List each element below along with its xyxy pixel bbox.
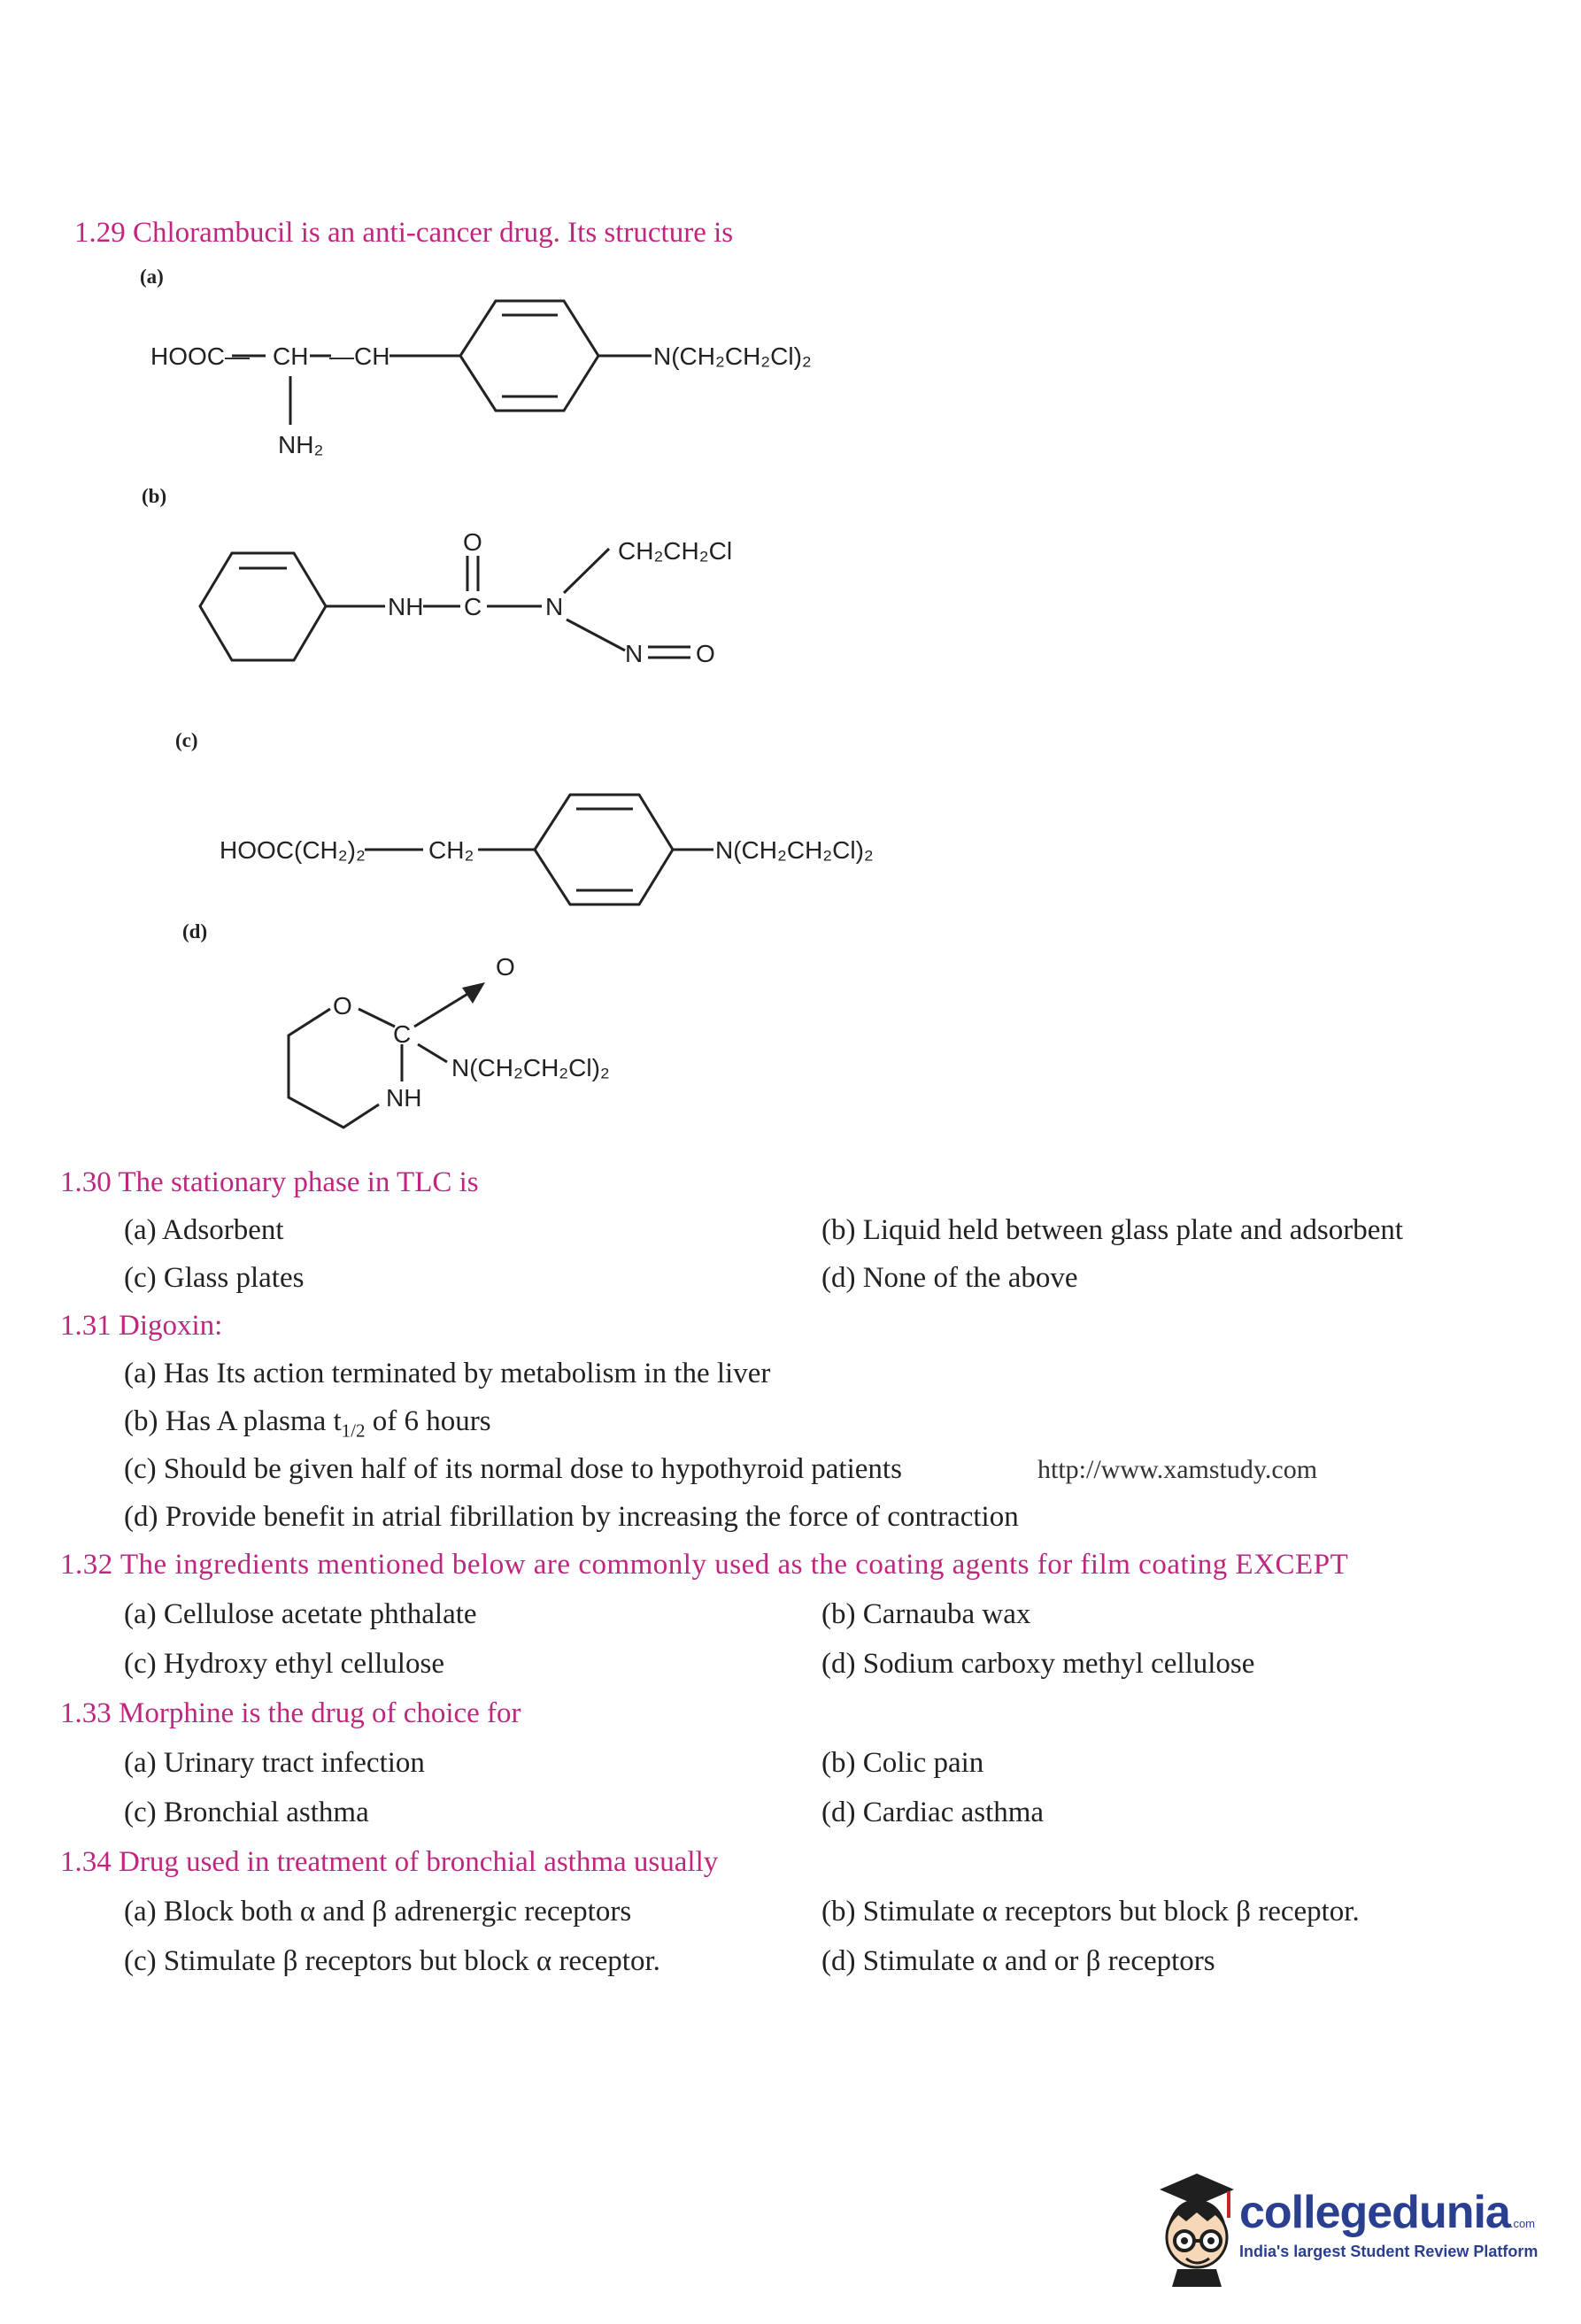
- chem-a-ch: CH: [273, 342, 309, 370]
- option-1-31-c: (c) Should be given half of its normal dose to hypothyroid patients: [124, 1453, 902, 1485]
- option-1-31-d: (d) Provide benefit in atrial fibrillation by increasing the force of contraction: [124, 1501, 1019, 1533]
- brand-tagline: India's largest Student Review Platform: [1239, 2243, 1539, 2260]
- option-1-32-a: (a) Cellulose acetate phthalate: [124, 1598, 477, 1630]
- question-1-33: 1.33 Morphine is the drug of choice for: [60, 1697, 521, 1729]
- chem-d-nitrogen-mustard: N(CH₂CH₂Cl)₂: [451, 1054, 610, 1081]
- option-1-30-d: (d) None of the above: [821, 1262, 1078, 1294]
- brand-name: collegedunia: [1239, 2187, 1510, 2238]
- chem-b-c: C: [464, 593, 482, 620]
- chem-b-n: N: [545, 593, 564, 620]
- option-1-31-b: (b) Has A plasma $t_{1/2}$ of 6 hours: [124, 1405, 491, 1442]
- option-1-33-c: (c) Bronchial asthma: [124, 1797, 369, 1828]
- structure-label-d: (d): [182, 920, 208, 943]
- option-1-33-d: (d) Cardiac asthma: [821, 1797, 1045, 1828]
- option-1-34-c: (c) Stimulate β receptors but block α receptor.: [124, 1945, 660, 1977]
- chem-a-nitrogen-mustard: N(CH₂CH₂Cl)₂: [653, 342, 812, 370]
- option-1-33-b: (b) Colic pain: [821, 1747, 984, 1779]
- option-1-30-a: (a) Adsorbent: [124, 1214, 284, 1246]
- option-1-30-c: (c) Glass plates: [124, 1262, 305, 1294]
- question-1-34: 1.34 Drug used in treatment of bronchial asthma usually: [60, 1846, 719, 1878]
- brand-com: .com: [1509, 2217, 1536, 2230]
- question-1-32: 1.32 The ingredients mentioned below are commonly used as the coating agents for film coating EXCEPT: [60, 1549, 1349, 1581]
- chem-c-nitrogen-mustard: N(CH₂CH₂Cl)₂: [715, 836, 874, 864]
- option-1-32-b: (b) Carnauba wax: [821, 1598, 1031, 1630]
- chem-d-top-o: O: [496, 953, 515, 981]
- chem-c-hooc: HOOC(CH₂)₂: [220, 836, 366, 864]
- option-1-34-b: (b) Stimulate α receptors but block β receptor.: [821, 1896, 1360, 1928]
- chem-b-o: O: [463, 528, 482, 556]
- chem-b-nitroso-n: N: [625, 640, 644, 667]
- chem-c-ch2: CH₂: [428, 836, 474, 864]
- chem-a-hooc: HOOC—: [150, 342, 250, 370]
- option-1-33-a: (a) Urinary tract infection: [124, 1747, 425, 1779]
- chem-d-nh: NH: [386, 1084, 422, 1112]
- chem-b-nitroso-o: O: [696, 640, 715, 667]
- question-1-31: 1.31 Digoxin:: [60, 1310, 223, 1342]
- chem-a-ch2: —CH: [329, 342, 390, 370]
- question-1-30: 1.30 The stationary phase in TLC is: [60, 1166, 479, 1198]
- mascot-icon: [1142, 2165, 1245, 2289]
- chem-b-ch2ch2cl: CH₂CH₂Cl: [618, 537, 733, 565]
- chem-a-nh2: NH₂: [278, 431, 324, 458]
- chem-b-nh: NH: [388, 593, 424, 620]
- structure-label-b: (b): [142, 485, 167, 507]
- brand-logo: [1239, 2186, 1538, 2261]
- option-1-30-b: (b) Liquid held between glass plate and adsorbent: [821, 1214, 1404, 1246]
- option-1-34-a: (a) Block both α and β adrenergic receptors: [124, 1896, 632, 1928]
- option-1-32-d: (d) Sodium carboxy methyl cellulose: [821, 1648, 1255, 1680]
- structure-label-c: (c): [175, 729, 198, 751]
- chem-d-c: C: [393, 1020, 412, 1048]
- option-1-31-a: (a) Has Its action terminated by metabolism in the liver: [124, 1358, 771, 1389]
- option-1-34-d: (d) Stimulate α and or β receptors: [821, 1945, 1215, 1977]
- option-1-32-c: (c) Hydroxy ethyl cellulose: [124, 1648, 444, 1680]
- chem-d-ring-o: O: [333, 992, 352, 1020]
- source-url: http://www.xamstudy.com: [1037, 1455, 1318, 1484]
- structure-label-a: (a): [140, 265, 164, 288]
- question-1-29: 1.29 Chlorambucil is an anti-cancer drug. Its structure is: [74, 217, 734, 249]
